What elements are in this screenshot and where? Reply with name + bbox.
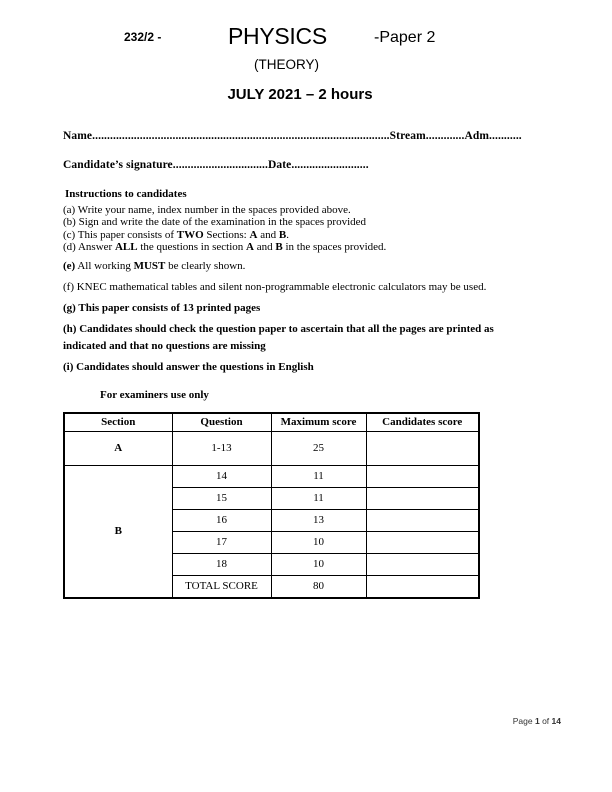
candidate-score-cell (366, 553, 479, 575)
instruction-item-b-text: (b) Sign and write the date of the examination in the spaces provided (63, 216, 367, 229)
section-cell-b: B (64, 465, 172, 598)
instruction-item-f-text: (f) KNEC mathematical tables and silent non-programmable electronic calculators may be used. (63, 280, 487, 293)
score-table-row-1 (64, 465, 479, 487)
instruction-item-d-text: and (253, 241, 276, 254)
question-cell: 16 (172, 509, 271, 531)
score-table-header-1: Question (172, 413, 271, 432)
page-number-text: of (539, 716, 552, 726)
instruction-item-b (63, 216, 552, 228)
instruction-item-c-text: B (278, 228, 287, 241)
question-cell: 18 (172, 553, 271, 575)
page-number-text: Page (512, 716, 535, 726)
instruction-item-c-text: Sections: (203, 228, 250, 241)
instruction-item-g (63, 300, 552, 317)
score-table-header-row (64, 413, 479, 432)
max-score-cell: 10 (271, 553, 366, 575)
instruction-item-f (63, 279, 552, 296)
instruction-item-d-text: ALL (114, 241, 138, 254)
instruction-item-e (63, 258, 552, 275)
instruction-item-d-text: (d) Answer (63, 241, 115, 254)
subject-title: PHYSICS (228, 23, 327, 49)
max-score-cell: 80 (271, 575, 366, 598)
instruction-item-c-text: and (257, 228, 279, 241)
instruction-item-c-text: TWO (176, 228, 204, 241)
instruction-item-c-text: (c) This paper consists of (63, 228, 177, 241)
instruction-item-d-text: B (275, 241, 283, 254)
candidate-score-cell (366, 487, 479, 509)
instruction-item-d-text: in the spaces provided. (282, 241, 387, 254)
question-cell: 14 (172, 465, 271, 487)
instruction-item-c-text: A (249, 228, 258, 241)
instruction-item-i-text: (i) Candidates should answer the questions in English (63, 360, 314, 373)
max-score-cell: 13 (271, 509, 366, 531)
question-cell: TOTAL SCORE (172, 575, 271, 598)
instruction-item-e-text: All working (75, 259, 134, 272)
page-content (63, 130, 552, 599)
question-cell: 1-13 (172, 431, 271, 465)
instruction-item-c-text: . (286, 228, 289, 241)
candidate-score-cell (366, 575, 479, 598)
question-cell: 17 (172, 531, 271, 553)
score-table-header-2: Maximum score (271, 413, 366, 432)
instruction-item-e-text: be clearly shown. (165, 259, 246, 272)
instruction-item-a-text: (a) Write your name, index number in the spaces provided above. (63, 204, 351, 216)
candidate-score-cell (366, 465, 479, 487)
instruction-item-h-text: indicated and that no questions are missing (63, 339, 266, 352)
instruction-item-h (63, 321, 552, 355)
paper-type: (THEORY) (254, 57, 320, 72)
instruction-item-a (63, 204, 552, 216)
max-score-cell: 10 (271, 531, 366, 553)
section-cell-a: A (64, 431, 172, 465)
examiners-score-table (63, 412, 480, 599)
instruction-item-d-text: A (246, 241, 254, 254)
instruction-item-c (63, 229, 552, 241)
instruction-item-e-text: (e) (63, 259, 76, 272)
max-score-cell: 25 (271, 431, 366, 465)
score-table-row-0 (64, 431, 479, 465)
instructions-list (63, 204, 552, 376)
question-cell: 15 (172, 487, 271, 509)
instruction-item-h-text: (h) Candidates should check the question paper to ascertain that all the pages are printed as (63, 322, 494, 335)
paper-number: -Paper 2 (374, 29, 436, 46)
max-score-cell: 11 (271, 487, 366, 509)
instruction-item-d-text: the questions in section (137, 241, 247, 254)
instruction-item-i (63, 359, 552, 376)
instruction-item-d (63, 241, 552, 253)
score-table-header-0: Section (64, 413, 172, 432)
candidate-name-line: Name....................................................................................................Stream.............Adm........... (63, 130, 522, 142)
candidate-signature-line: Candidate’s signature................................Date.......................... (63, 159, 369, 171)
instruction-item-e-text: MUST (133, 259, 166, 272)
examiners-heading: For examiners use only (100, 388, 209, 401)
page-number-footer (513, 716, 561, 726)
page-number-text: 14 (551, 716, 561, 726)
max-score-cell: 11 (271, 465, 366, 487)
score-table-header-3: Candidates score (366, 413, 479, 432)
page-number-text: 1 (534, 716, 540, 726)
candidate-score-cell (366, 531, 479, 553)
candidate-score-cell (366, 509, 479, 531)
paper-code: 232/2 - (124, 30, 162, 44)
instruction-item-g-text: (g) This paper consists of 13 printed pages (63, 301, 261, 314)
instructions-heading: Instructions to candidates (65, 188, 187, 200)
candidate-score-cell (366, 431, 479, 465)
session-line: JULY 2021 – 2 hours (227, 86, 373, 103)
